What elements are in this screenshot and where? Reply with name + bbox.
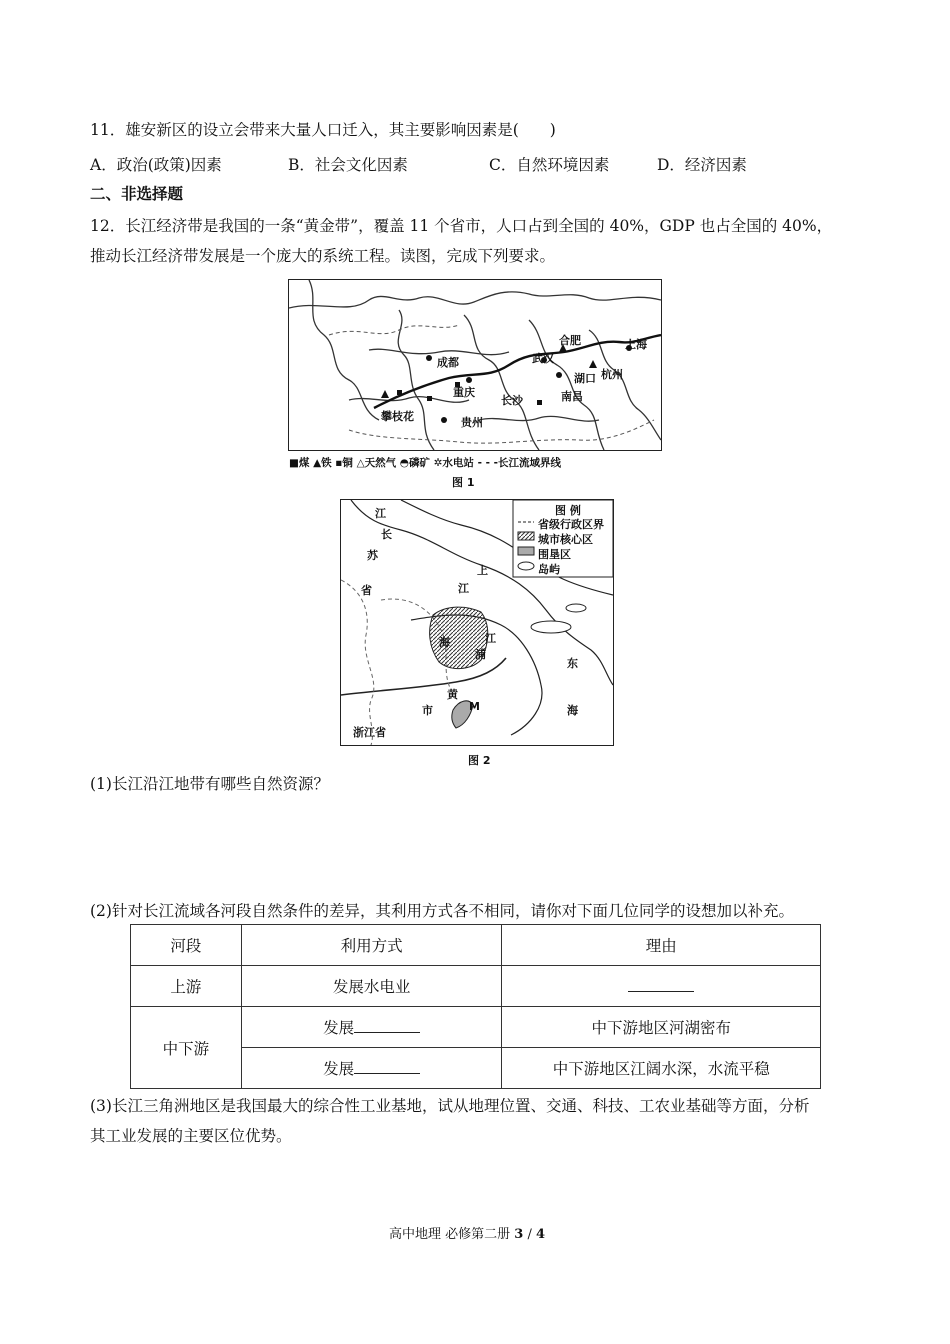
label-zhejiang: 浙江省	[353, 726, 386, 739]
legend-city-core: 城市核心区	[538, 533, 593, 546]
q12-stem-line2: 推动长江经济带发展是一个庞大的系统工程。读图，完成下列要求。	[90, 247, 556, 265]
sub-question-3-line2: 其工业发展的主要区位优势。	[90, 1127, 292, 1145]
header-use: 利用方式	[241, 925, 502, 966]
use-prefix: 发展	[323, 1060, 355, 1078]
label-shi: 市	[422, 704, 433, 717]
header-reason: 理由	[502, 925, 821, 966]
figure-1-map	[288, 279, 662, 451]
sub-question-3-line1: (3)长江三角洲地区是我国最大的综合性工业基地，试从地理位置、交通、科技、工农业基础等方面，分析	[90, 1097, 810, 1115]
answer-blank[interactable]	[354, 1058, 420, 1075]
page-footer	[389, 1227, 545, 1243]
section-title: 二、非选择题	[90, 184, 184, 203]
q11-option-c: C．自然环境因素	[489, 156, 610, 174]
label-pu: 浦	[475, 648, 486, 661]
city-changsha: 长沙	[501, 394, 523, 407]
legend-island: 岛屿	[538, 563, 560, 576]
label-su: 苏	[367, 549, 378, 562]
river-use-table	[130, 924, 821, 1089]
q11-option-a: A．政治(政策)因素	[90, 156, 222, 174]
table-row	[131, 1007, 821, 1048]
label-m: M	[469, 700, 480, 713]
label-hai2: 海	[567, 704, 578, 717]
cell-reason-shipping: 中下游地区江阔水深，水流平稳	[502, 1048, 821, 1089]
use-prefix: 发展	[323, 1019, 355, 1037]
table-header-row	[131, 925, 821, 966]
figure-1-caption: 图 1	[452, 476, 475, 489]
footer-separator: /	[527, 1227, 532, 1242]
city-wuhan: 武汉	[532, 352, 554, 365]
label-huang: 黄	[447, 688, 458, 701]
legend-reclaimed-area: 围垦区	[538, 548, 571, 561]
q11-stem: 11．雄安新区的设立会带来大量人口迁入，其主要影响因素是( )	[90, 121, 556, 139]
figure-2-caption: 图 2	[468, 754, 491, 767]
cell-section-upper: 上游	[131, 966, 242, 1007]
label-chang: 长	[381, 528, 392, 541]
legend-province-boundary: 省级行政区界	[538, 518, 604, 531]
city-chongqing: 重庆	[453, 386, 475, 399]
city-nanchang: 南昌	[561, 390, 583, 403]
cell-section-middle-lower: 中下游	[131, 1007, 242, 1089]
city-hukou: 湖口	[574, 372, 596, 385]
q12-stem-line1: 12．长江经济带是我国的一条“黄金带”，覆盖 11 个省市，人口占到全国的 40%，GDP 也占全国的 40%，	[90, 217, 833, 235]
cell-use-hydropower: 发展水电业	[241, 966, 502, 1007]
answer-blank[interactable]	[354, 1017, 420, 1034]
table-row	[131, 966, 821, 1007]
label-hai: 海	[439, 636, 450, 649]
label-jiang2: 江	[458, 582, 469, 595]
figure-2-legend-title: 图 例	[555, 504, 581, 517]
figure-2-map	[340, 499, 614, 746]
city-hangzhou: 杭州	[601, 368, 623, 381]
cell-use-fill[interactable]	[241, 1048, 502, 1089]
sub-question-2: (2)针对长江流域各河段自然条件的差异，其利用方式各不相同，请你对下面几位同学的设想加以补充。	[90, 902, 794, 920]
figure-1-legend: ■煤 ▲铁 ▪铜 △天然气 ◓磷矿 ✲水电站 - - -长江流域界线	[289, 457, 561, 469]
label-dong: 东	[567, 657, 578, 670]
cell-reason-lakes: 中下游地区河湖密布	[502, 1007, 821, 1048]
city-guizhou: 贵州	[461, 416, 483, 429]
city-chengdu: 成都	[437, 356, 459, 369]
label-jiang3: 江	[485, 632, 496, 645]
footer-text: 高中地理 必修第二册	[389, 1227, 511, 1242]
header-section: 河段	[131, 925, 242, 966]
q11-option-b: B．社会文化因素	[288, 156, 408, 174]
footer-page: 3	[514, 1227, 524, 1242]
sub-question-1: (1)长江沿江地带有哪些自然资源？	[90, 775, 329, 793]
city-hefei: 合肥	[559, 334, 581, 347]
footer-total: 4	[536, 1227, 546, 1242]
answer-blank[interactable]	[628, 976, 694, 993]
city-panzhihua: 攀枝花	[381, 410, 414, 423]
city-shanghai: 上海	[625, 338, 647, 351]
cell-use-fill[interactable]	[241, 1007, 502, 1048]
label-sheng: 省	[361, 584, 372, 597]
label-jiang: 江	[375, 507, 386, 520]
label-shang: 上	[477, 564, 488, 577]
cell-reason-blank[interactable]	[502, 966, 821, 1007]
q11-option-d: D．经济因素	[657, 156, 747, 174]
